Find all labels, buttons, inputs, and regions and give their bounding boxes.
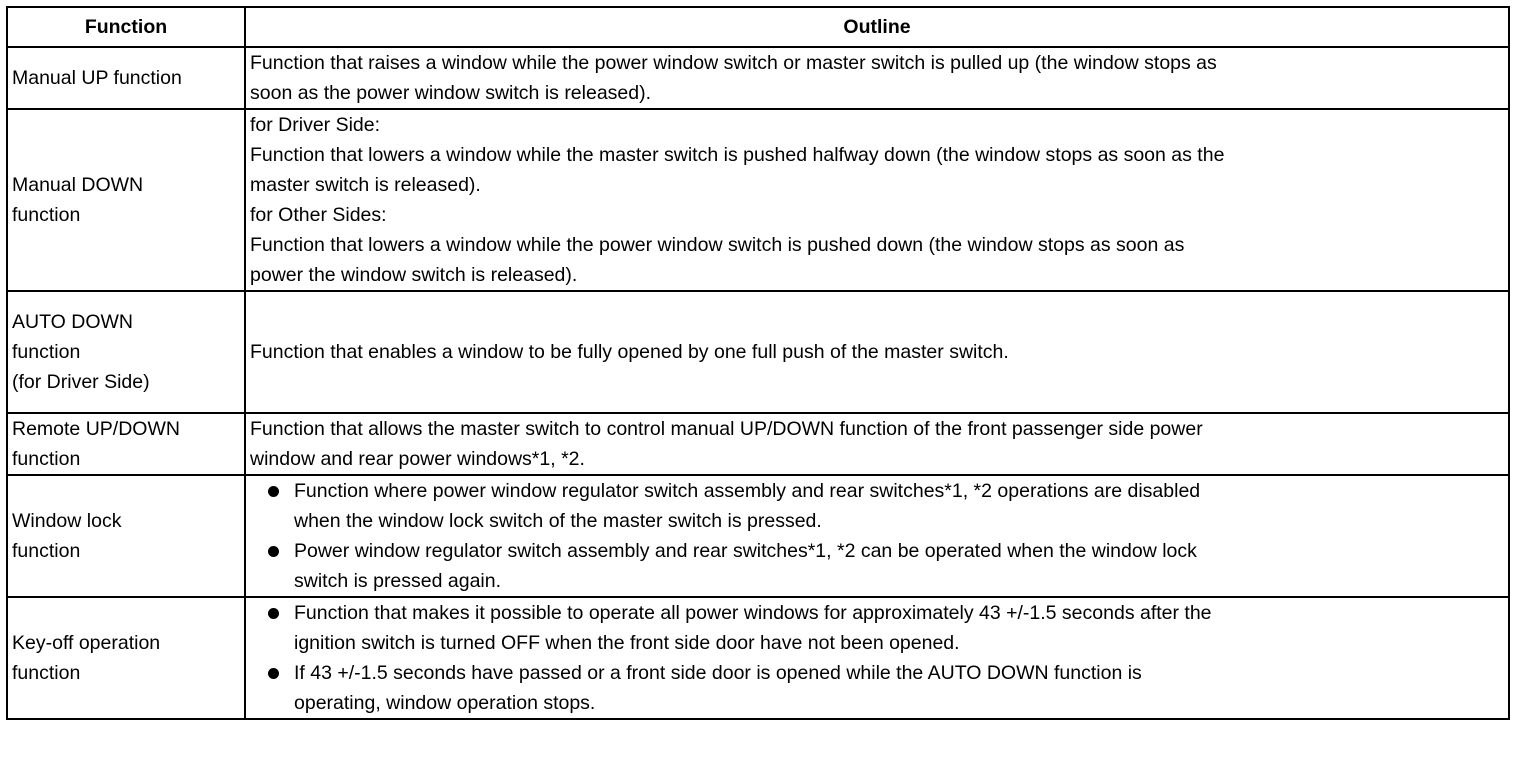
bullet-text: If 43 +/-1.5 seconds have passed or a front side door is opened while the AUTO DOWN function is	[294, 662, 1142, 684]
header-outline: Outline	[245, 7, 1509, 47]
table-row-manual-down	[7, 109, 1509, 291]
outline-text: master switch is released).	[250, 174, 481, 196]
function-text: function	[12, 204, 81, 226]
function-cell	[7, 109, 245, 291]
bullet-text: ignition switch is turned OFF when the front side door have not been opened.	[294, 632, 960, 654]
outline-text: Function that lowers a window while the master switch is pushed halfway down (the window stops as soon as the	[250, 144, 1225, 166]
bullet-list	[250, 476, 1504, 596]
outline-cell	[245, 47, 1509, 109]
function-text: Manual DOWN	[12, 174, 144, 196]
bullet-text: Function where power window regulator switch assembly and rear switches*1, *2 operations are disabled	[294, 480, 1201, 502]
function-cell	[7, 475, 245, 597]
list-item	[250, 536, 1504, 596]
table-row-remote-up-down	[7, 413, 1509, 475]
function-text: function	[12, 540, 81, 562]
header-function: Function	[7, 7, 245, 47]
bullet-text: operating, window operation stops.	[294, 692, 596, 714]
bullet-text: when the window lock switch of the master switch is pressed.	[294, 510, 822, 532]
outline-cell	[245, 413, 1509, 475]
outline-text: Function that enables a window to be fully opened by one full push of the master switch.	[250, 341, 1009, 363]
function-text: Remote UP/DOWN	[12, 418, 180, 440]
table-header-row	[7, 7, 1509, 47]
function-cell	[7, 47, 245, 109]
table-row-auto-down	[7, 291, 1509, 413]
function-cell	[7, 413, 245, 475]
bullet-text: switch is pressed again.	[294, 570, 502, 592]
outline-text: Function that lowers a window while the power window switch is pushed down (the window stops as soon as	[250, 234, 1185, 256]
function-text: Key-off operation	[12, 632, 161, 654]
bullet-text: Function that makes it possible to operate all power windows for approximately 43 +/-1.5 seconds after the	[294, 602, 1212, 624]
function-text: function	[12, 662, 81, 684]
function-cell	[7, 291, 245, 413]
table-row-key-off-operation	[7, 597, 1509, 719]
function-text: Window lock	[12, 510, 122, 532]
outline-text: Function that raises a window while the power window switch or master switch is pulled up (the window stops as	[250, 52, 1217, 74]
function-text: (for Driver Side)	[12, 371, 150, 393]
outline-cell	[245, 291, 1509, 413]
outline-text: power the window switch is released).	[250, 264, 578, 286]
outline-cell	[245, 475, 1509, 597]
table-row-window-lock	[7, 475, 1509, 597]
bullet-dot-icon	[268, 668, 279, 679]
bullet-dot-icon	[268, 486, 279, 497]
outline-text: Function that allows the master switch to control manual UP/DOWN function of the front passenger side power	[250, 418, 1203, 440]
function-text: function	[12, 341, 81, 363]
bullet-list	[250, 598, 1504, 718]
outline-subheading-other: for Other Sides:	[250, 204, 387, 226]
bullet-text: Power window regulator switch assembly and rear switches*1, *2 can be operated when the window lock	[294, 540, 1197, 562]
function-text: Manual UP function	[12, 67, 182, 89]
list-item	[250, 658, 1504, 718]
function-cell	[7, 597, 245, 719]
function-outline-table	[6, 6, 1510, 720]
outline-cell	[245, 597, 1509, 719]
function-text: AUTO DOWN	[12, 311, 133, 333]
outline-text: window and rear power windows*1, *2.	[250, 448, 585, 470]
list-item	[250, 598, 1504, 658]
outline-subheading-driver: for Driver Side:	[250, 114, 381, 136]
bullet-dot-icon	[268, 608, 279, 619]
function-text: function	[12, 448, 81, 470]
outline-text: soon as the power window switch is released).	[250, 82, 652, 104]
list-item	[250, 476, 1504, 536]
table-row-manual-up	[7, 47, 1509, 109]
bullet-dot-icon	[268, 546, 279, 557]
outline-cell	[245, 109, 1509, 291]
